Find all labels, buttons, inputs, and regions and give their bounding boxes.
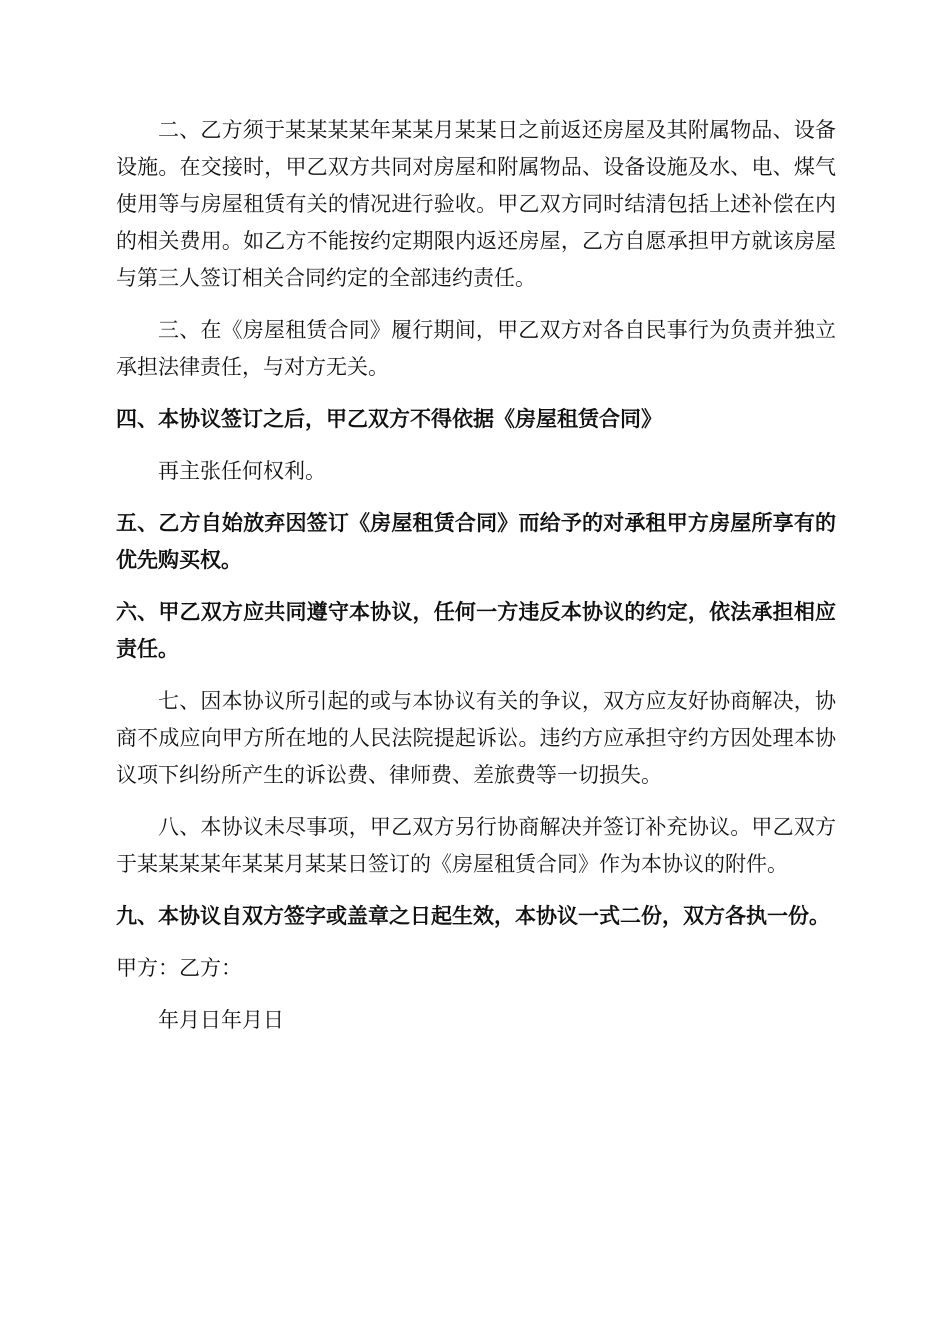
document-body — [116, 112, 836, 1054]
clause-6-paragraph: 六、甲乙双方应共同遵守本协议，任何一方违反本协议的约定，依法承担相应责任。 — [116, 600, 836, 661]
clause-4-continuation: 再主张任何权利。 — [158, 459, 326, 483]
clause-9-paragraph: 九、本协议自双方签字或盖章之日起生效，本协议一式二份，双方各执一份。 — [116, 904, 830, 928]
clause-5-paragraph: 五、乙方自始放弃因签订《房屋租赁合同》而给予的对承租甲方房屋所享有的优先购买权。 — [116, 511, 836, 572]
clause-7-paragraph: 七、因本协议所引起的或与本协议有关的争议，双方应友好协商解决，协商不成应向甲方所在地的人民法院提起诉讼。违约方应承担守约方因处理本协议项下纠纷所产生的诉讼费、律师费、差旅费等一切损失。 — [116, 689, 836, 787]
signature-parties-line: 甲方：乙方： — [116, 956, 242, 980]
clause-2-paragraph: 二、乙方须于某某某某年某某月某某日之前返还房屋及其附属物品、设备设施。在交接时，甲乙双方共同对房屋和附属物品、设备设施及水、电、煤气使用等与房屋租赁有关的情况进行验收。甲乙双方同时结清包括上述补偿在内的相关费用。如乙方不能按约定期限内返还房屋，乙方自愿承担甲方就该房屋与第三人签订相关合同约定的全部违约责任。 — [116, 118, 836, 290]
signature-date-line: 年月日年月日 — [158, 1008, 284, 1032]
clause-4-paragraph: 四、本协议签订之后，甲乙双方不得依据《房屋租赁合同》 — [116, 407, 662, 431]
clause-8-paragraph: 八、本协议未尽事项，甲乙双方另行协商解决并签订补充协议。甲乙双方于某某某某年某某月某某日签订的《房屋租赁合同》作为本协议的附件。 — [116, 815, 836, 876]
clause-3-paragraph: 三、在《房屋租赁合同》履行期间，甲乙双方对各自民事行为负责并独立承担法律责任，与对方无关。 — [116, 318, 836, 379]
